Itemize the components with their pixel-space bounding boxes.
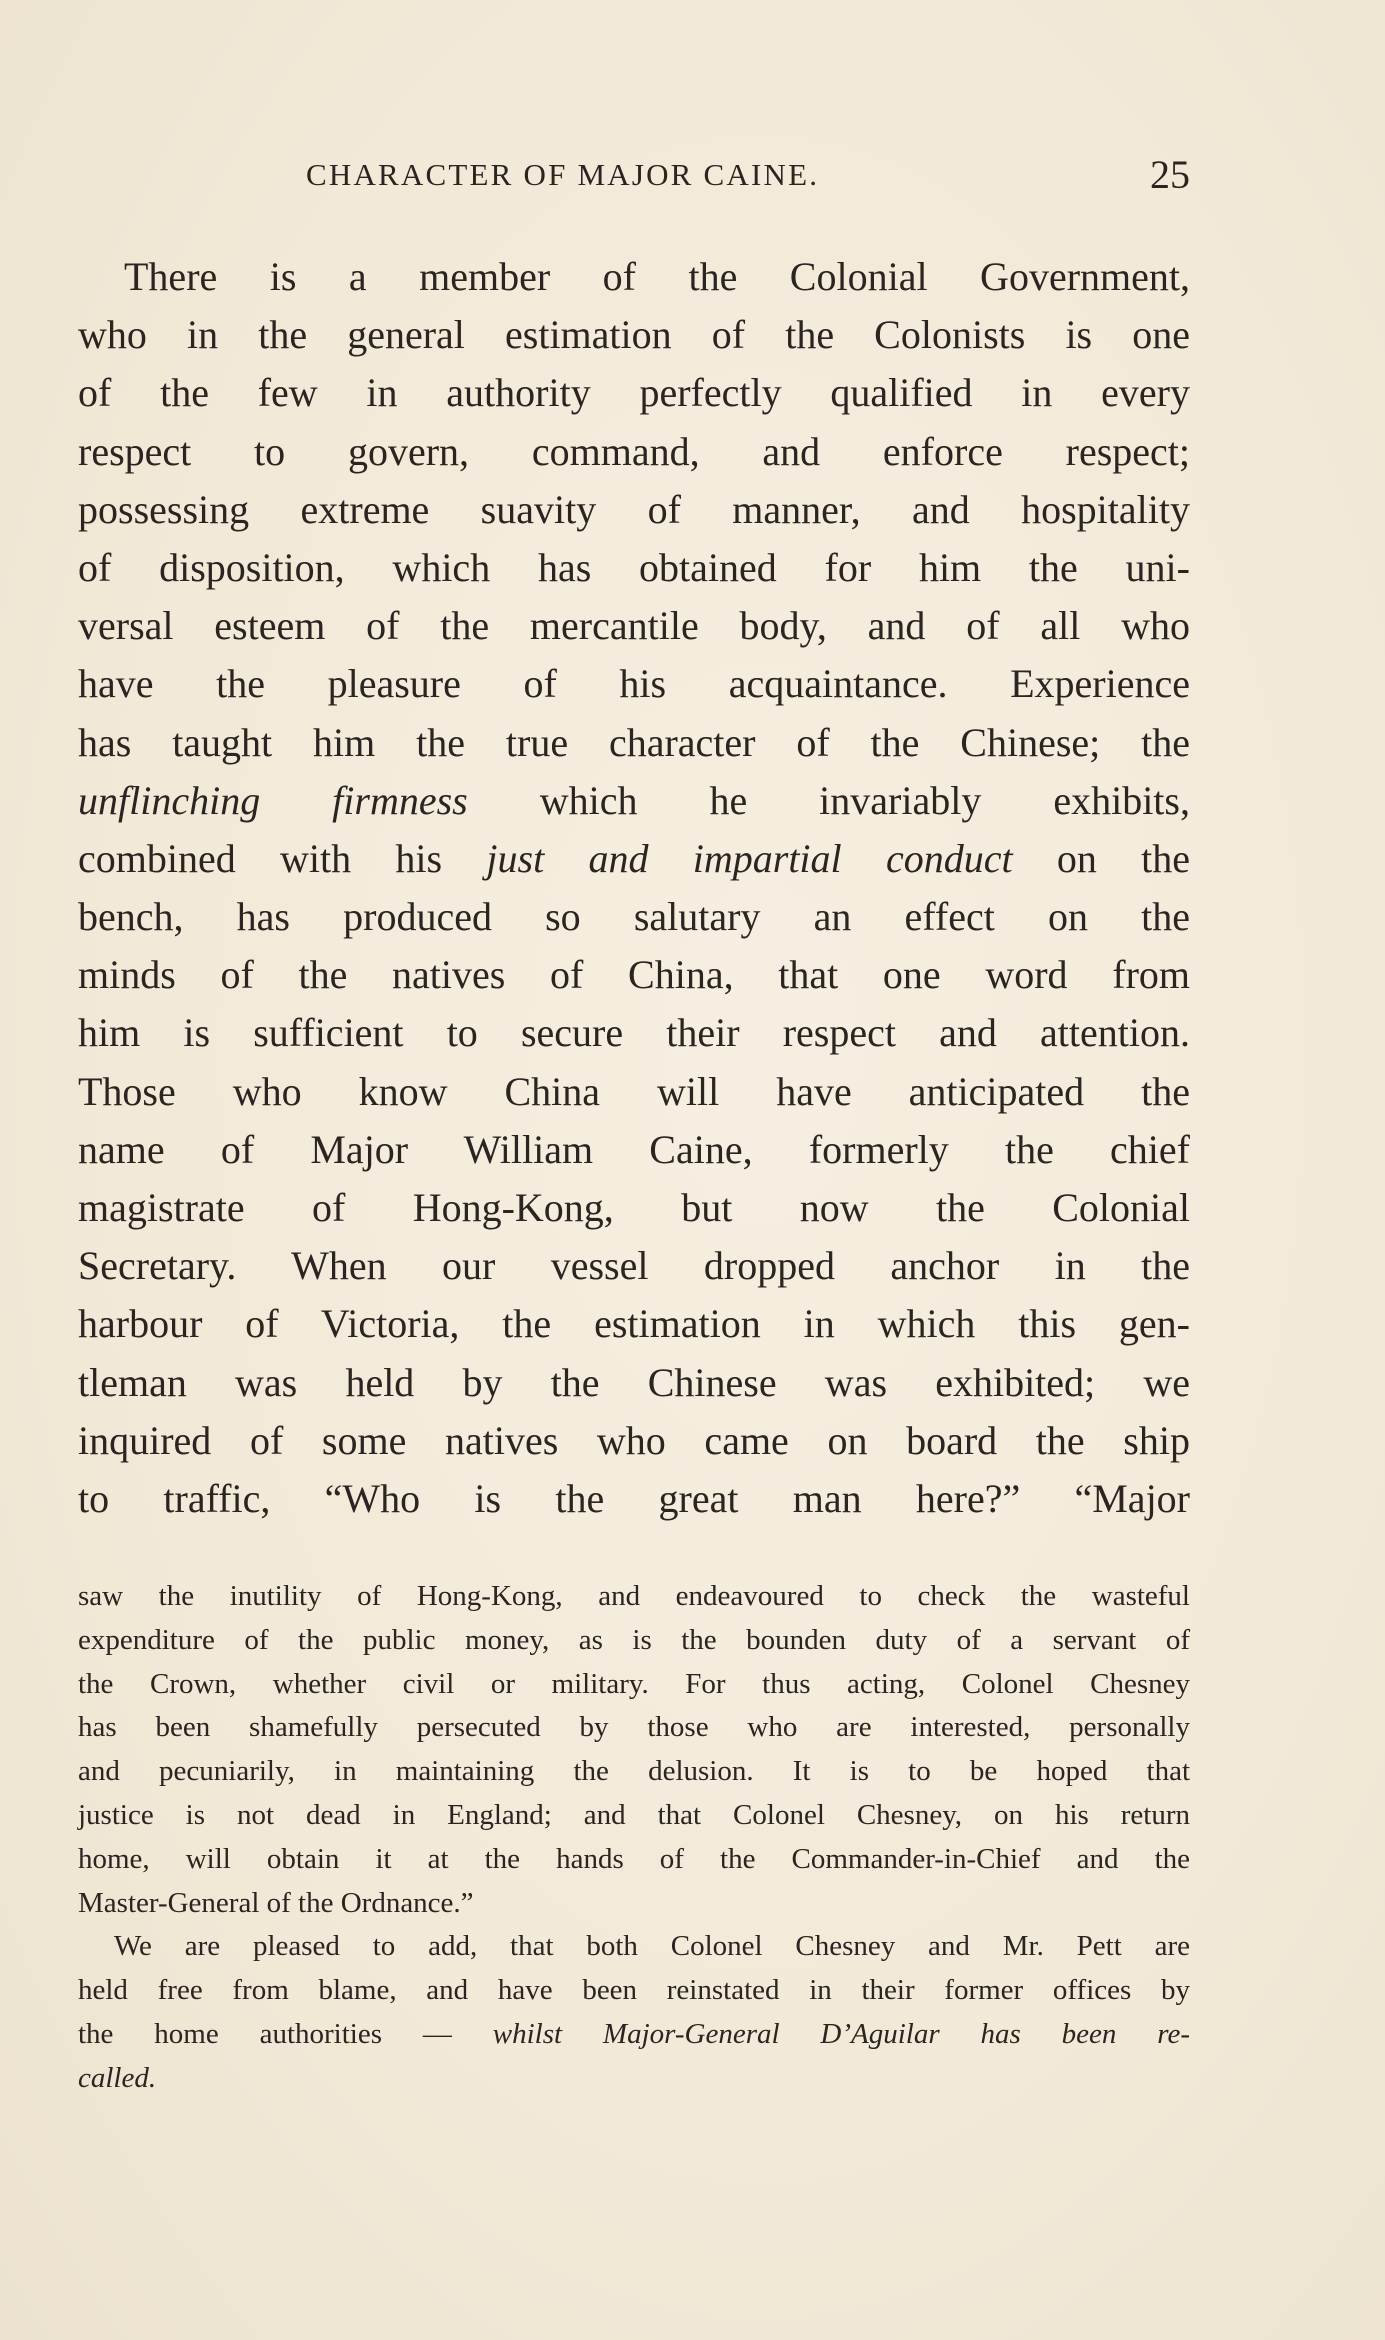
body-line: who in the general estimation of the Colonists is one	[78, 312, 1190, 358]
italic-phrase: just and impartial conduct	[486, 835, 1013, 881]
body-line: Those who know China will have anticipated the	[78, 1068, 1190, 1114]
footnote-line: justice is not dead in England; and that Colonel Chesney, on his return	[78, 1798, 1190, 1831]
main-paragraph	[78, 248, 1190, 1528]
body-line: to traffic, “Who is the great man here?” “Major	[78, 1475, 1190, 1521]
body-line: respect to govern, command, and enforce respect;	[78, 428, 1190, 474]
body-line	[78, 830, 1190, 888]
body-line: Secretary. When our vessel dropped anchor in the	[78, 1243, 1190, 1289]
body-line: has taught him the true character of the Chinese; the	[78, 719, 1190, 765]
body-line: bench, has produced so salutary an effect on the	[78, 894, 1190, 940]
body-line: of the few in authority perfectly qualified in every	[78, 370, 1190, 416]
body-line-pre: combined with his	[78, 835, 487, 881]
body-line: him is sufficient to secure their respect and attention.	[78, 1010, 1190, 1056]
body-line: magistrate of Hong-Kong, but now the Colonial	[78, 1185, 1190, 1230]
footnote-line: the Crown, whether civil or military. For thus acting, Colonel Chesney	[78, 1667, 1190, 1700]
body-line	[78, 772, 1190, 830]
footnote-line: home, will obtain it at the hands of the Commander-in-Chief and the	[78, 1842, 1190, 1875]
body-line-rest: on the	[1012, 835, 1190, 881]
body-line: possessing extreme suavity of manner, and hospitality	[78, 486, 1190, 532]
footnote-line: expenditure of the public money, as is the bounden duty of a servant of	[78, 1623, 1190, 1656]
body-line: name of Major William Caine, formerly the chief	[78, 1126, 1190, 1172]
body-line: tleman was held by the Chinese was exhibited; we	[78, 1359, 1190, 1405]
body-line: inquired of some natives who came on board the ship	[78, 1417, 1190, 1463]
footnote	[78, 1575, 1190, 2101]
footnote-line: Master-General of the Ordnance.”	[78, 1886, 474, 1919]
footnote-line: We are pleased to add, that both Colonel Chesney and Mr. Pett are	[114, 1930, 1190, 1963]
italic-phrase: called.	[78, 2061, 157, 2094]
body-line: harbour of Victoria, the estimation in which this gen-	[78, 1301, 1190, 1347]
body-line-rest: which he invariably exhibits,	[467, 777, 1190, 823]
footnote-line: has been shamefully persecuted by those who are interested, personally	[78, 1711, 1190, 1744]
footnote-line: saw the inutility of Hong-Kong, and endeavoured to check the wasteful	[78, 1580, 1190, 1612]
italic-phrase: whilst Major-General D’Aguilar has been re-	[492, 2017, 1191, 2050]
body-line: minds of the natives of China, that one word from	[78, 952, 1190, 998]
body-line: versal esteem of the mercantile body, and of all who	[78, 603, 1190, 649]
italic-phrase: unflinching firmness	[78, 777, 468, 823]
body-line: of disposition, which has obtained for him the uni-	[78, 544, 1190, 590]
body-line: have the pleasure of his acquaintance. Experience	[78, 661, 1190, 707]
body-line: There is a member of the Colonial Government,	[124, 254, 1190, 299]
running-head	[78, 150, 1190, 200]
footnote-line: and pecuniarily, in maintaining the delusion. It is to be hoped that	[78, 1755, 1190, 1788]
running-title: CHARACTER OF MAJOR CAINE.	[306, 157, 820, 192]
footnote-line	[78, 2057, 1190, 2101]
footnote-line: held free from blame, and have been reinstated in their former offices by	[78, 1974, 1190, 2007]
footnote-line-pre: the home authorities —	[78, 2017, 493, 2050]
page-number: 25	[1150, 152, 1190, 197]
footnote-line	[78, 2013, 1190, 2057]
